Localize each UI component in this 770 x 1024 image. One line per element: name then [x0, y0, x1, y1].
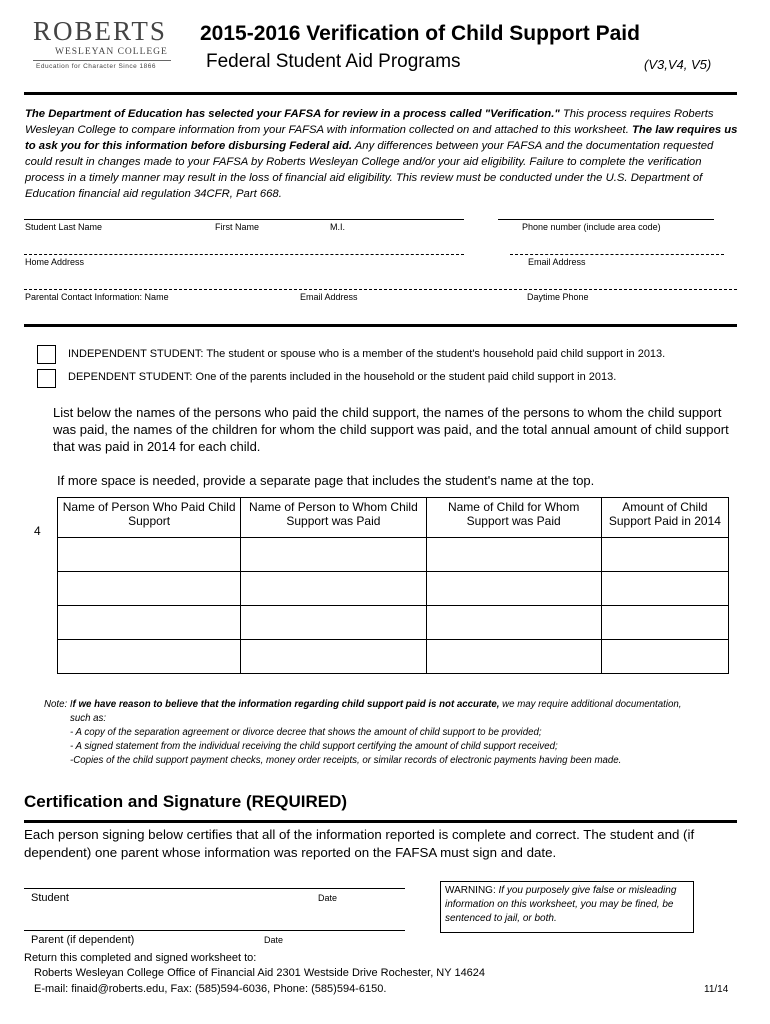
section-divider — [24, 324, 737, 327]
note-rest: we may require additional documentation, — [499, 699, 682, 710]
list-instructions: List below the names of the persons who paid the child support, the names of the persons to whom the child support was paid, the names of the children for whom the child support was paid, and the total annual amount of child support that was paid in 2014 for each child. — [53, 405, 729, 454]
intro-text-2: Any differences between your FAFSA and the documentation requested could result in changes made to your FAFSA by Roberts Wesleyan College and/or your aid eligibility. Failure to complete the verification process in a timely manner may result in the loss of financial aid eligibility. This review must be conducted under the U.S. Department of Education financial aid regulation 34CFR, Part 668. — [25, 140, 714, 200]
email-line[interactable] — [510, 254, 724, 255]
dependent-checkbox[interactable] — [37, 369, 56, 388]
dependent-option: DEPENDENT STUDENT: One of the parents included in the household or the student paid child support in 2013. — [68, 371, 617, 383]
first-name-label: First Name — [215, 222, 260, 232]
intro-text-1: This process requires Roberts Wesleyan College to compare information from your FAFSA with information collected on and attached to this worksheet. — [25, 108, 714, 136]
header-divider — [24, 92, 737, 95]
intro-bold-2: The law requires us to ask you for this information before disbursing Federal aid. — [25, 124, 738, 152]
parent-email-label: Email Address — [300, 292, 358, 302]
date-label: Date — [264, 935, 284, 945]
address-line[interactable] — [24, 254, 464, 255]
header-payer: Name of Person Who Paid Child Support — [58, 498, 241, 538]
office-contact: E-mail: finaid@roberts.edu, Fax: (585)594-6036, Phone: (585)594-6150. — [34, 983, 387, 995]
warning-label: WARNING: — [445, 885, 496, 896]
parent-signature-line[interactable] — [24, 930, 405, 931]
page-title: 2015-2016 Verification of Child Support Paid — [200, 22, 640, 45]
intro-paragraph — [25, 106, 743, 202]
table-row[interactable] — [58, 640, 729, 674]
logo-name: ROBERTS — [33, 16, 167, 46]
logo-tagline: Education for Character Since 1866 — [36, 63, 156, 70]
home-address-label: Home Address — [25, 257, 85, 267]
last-name-label: Student Last Name — [25, 222, 103, 232]
note-line: -Copies of the child support payment checks, money order receipts, or similar records of electronic payments having been made. — [70, 755, 622, 766]
note-prefix: Note: I — [44, 699, 73, 710]
note-bold: f we have reason to believe that the information regarding child support paid is not accurate, — [72, 699, 500, 710]
child-support-table — [57, 497, 729, 674]
note-line: - A signed statement from the individual receiving the child support certifying the amount of child support received; — [70, 741, 558, 752]
mi-label: M.I. — [330, 222, 345, 232]
student-label: Student — [31, 892, 69, 904]
name-line[interactable] — [24, 219, 464, 220]
email-label: Email Address — [528, 257, 586, 267]
verification-code: (V3,V4, V5) — [644, 57, 712, 72]
header-child: Name of Child for Whom Support was Paid — [426, 498, 601, 538]
table-header-row — [58, 498, 729, 538]
intro-bold-1: The Department of Education has selected your FAFSA for review in a process called "Verification." — [25, 108, 560, 120]
table-row[interactable] — [58, 606, 729, 640]
note-first-line — [44, 698, 744, 712]
form-date-code: 11/14 — [704, 984, 729, 995]
header-recipient: Name of Person to Whom Child Support was Paid — [241, 498, 426, 538]
logo-divider — [33, 60, 171, 61]
note-block — [44, 698, 744, 768]
certification-divider — [24, 820, 737, 823]
parent-label: Parent (if dependent) — [31, 934, 135, 946]
warning-text: If you purposely give false or misleading information on this worksheet, you may be fined, be sentenced to jail, or both. — [445, 885, 677, 924]
certification-text: Each person signing below certifies that all of the information reported is complete and correct. The student and (if dependent) one parent whose information was reported on the FAFSA must sign and date. — [24, 827, 695, 860]
parent-contact-line[interactable] — [24, 289, 737, 290]
office-address: Roberts Wesleyan College Office of Financial Aid 2301 Westside Drive Rochester, NY 14624 — [34, 967, 486, 979]
certification-title: Certification and Signature (REQUIRED) — [24, 792, 348, 811]
return-instruction: Return this completed and signed worksheet to: — [24, 952, 257, 964]
table-row[interactable] — [58, 538, 729, 572]
independent-option: INDEPENDENT STUDENT: The student or spouse who is a member of the student's household paid child support in 2013. — [68, 348, 666, 360]
note-line: - A copy of the separation agreement or divorce decree that shows the amount of child support to be provided; — [70, 727, 542, 738]
logo-subtitle: WESLEYAN COLLEGE — [55, 47, 168, 57]
phone-label: Phone number (include area code) — [522, 222, 661, 232]
table-row[interactable] — [58, 572, 729, 606]
warning-box — [440, 881, 694, 933]
note-line: such as: — [70, 713, 107, 724]
college-logo — [33, 16, 173, 76]
header-amount: Amount of Child Support Paid in 2014 — [601, 498, 728, 538]
date-label: Date — [318, 893, 338, 903]
independent-checkbox[interactable] — [37, 345, 56, 364]
phone-line[interactable] — [498, 219, 714, 220]
parent-name-label: Parental Contact Information: Name — [25, 292, 169, 302]
daytime-phone-label: Daytime Phone — [527, 292, 589, 302]
student-signature-line[interactable] — [24, 888, 405, 889]
page-subtitle: Federal Student Aid Programs — [206, 51, 461, 72]
more-space-note: If more space is needed, provide a separate page that includes the student's name at the top. — [57, 473, 595, 488]
table-row-label: 4 — [34, 524, 41, 538]
